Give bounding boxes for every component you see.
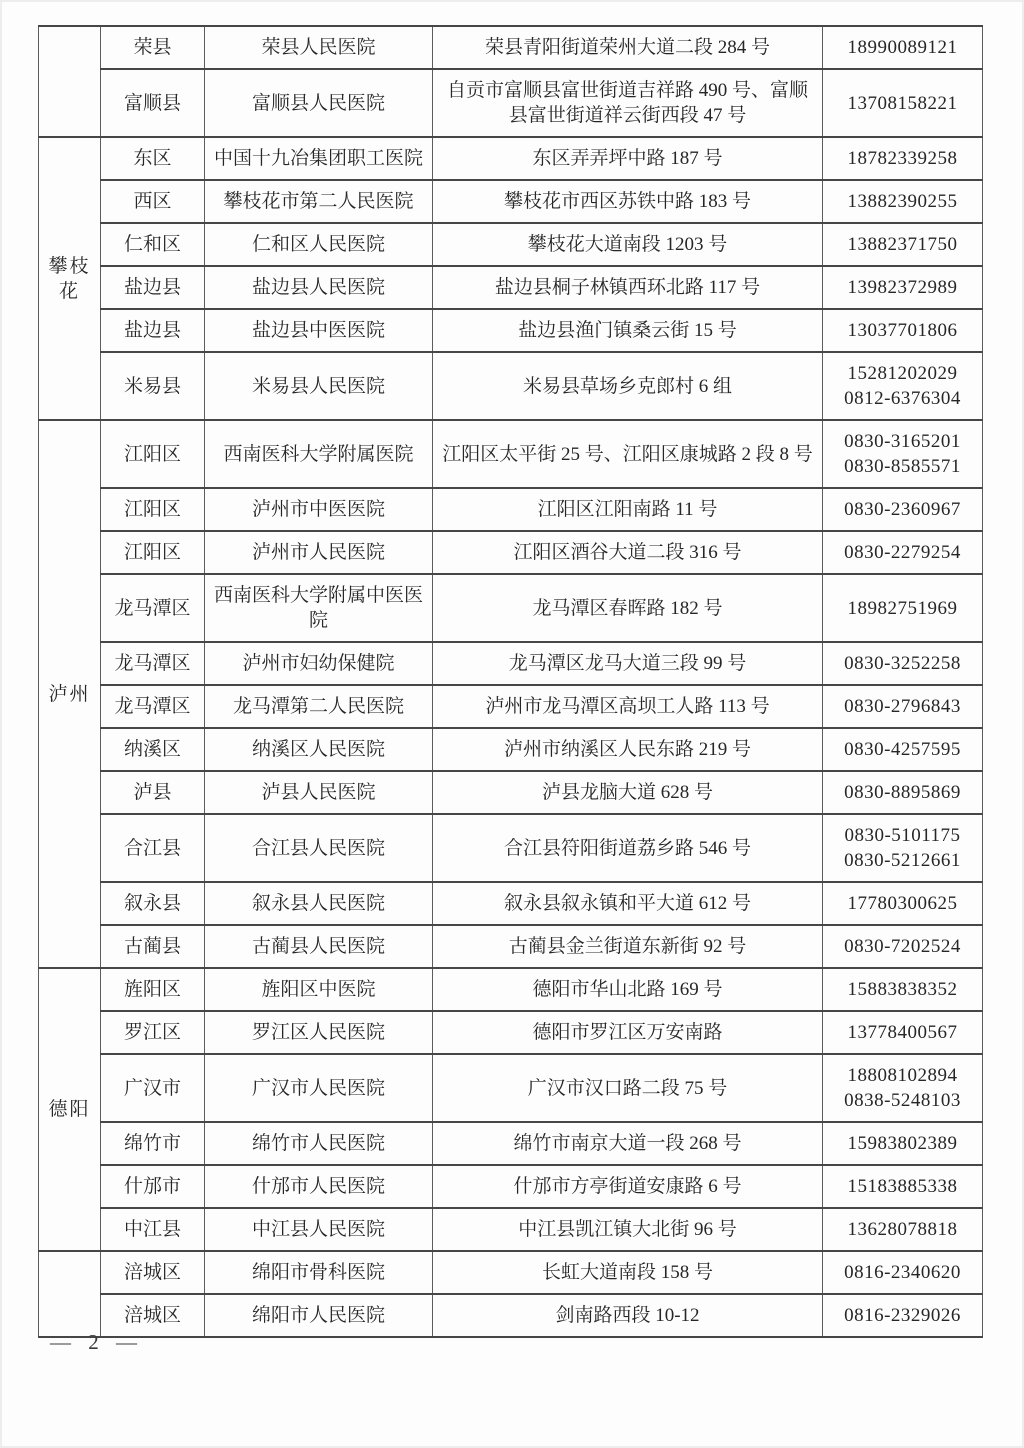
phone-number: 13982372989 — [847, 277, 958, 298]
phone-cell — [823, 925, 983, 968]
phone-cell — [823, 1251, 983, 1294]
hospital-cell: 荣县人民医院 — [205, 26, 433, 69]
phone-number: 13708158221 — [847, 92, 958, 114]
hospital-cell: 绵阳市人民医院 — [205, 1294, 433, 1337]
district-cell: 江阳区 — [101, 420, 205, 488]
phone-cell — [823, 728, 983, 771]
district-cell: 广汉市 — [101, 1054, 205, 1122]
phone-cell — [823, 352, 983, 420]
phone-number: 0830-8585571 — [844, 456, 961, 477]
phone-cell — [823, 574, 983, 642]
phone-cell — [823, 814, 983, 882]
phone-number: 18982751969 — [847, 597, 958, 619]
district-cell: 旌阳区 — [101, 968, 205, 1011]
district-cell: 江阳区 — [101, 531, 205, 574]
district-cell: 龙马潭区 — [101, 685, 205, 728]
phone-number: 15183885338 — [847, 1176, 958, 1197]
table-row — [39, 1294, 983, 1337]
hospital-cell: 绵竹市人民医院 — [205, 1122, 433, 1165]
hospital-cell: 罗江区人民医院 — [205, 1011, 433, 1054]
hospital-cell: 中国十九冶集团职工医院 — [205, 137, 433, 180]
address-cell: 古蔺县金兰街道东新街 92 号 — [433, 925, 823, 968]
phone-number: 13628078818 — [847, 1219, 958, 1240]
hospital-cell: 纳溪区人民医院 — [205, 728, 433, 771]
hospital-cell: 什邡市人民医院 — [205, 1165, 433, 1208]
district-cell: 合江县 — [101, 814, 205, 882]
table-row — [39, 223, 983, 266]
phone-cell — [823, 69, 983, 137]
address-cell: 盐边县桐子林镇西环北路 117 号 — [433, 266, 823, 309]
city-cell: 德阳 — [39, 968, 101, 1251]
hospital-cell: 泸县人民医院 — [205, 771, 433, 814]
table-row — [39, 309, 983, 352]
phone-cell — [823, 1294, 983, 1337]
phone-cell — [823, 1054, 983, 1122]
hospital-cell: 仁和区人民医院 — [205, 223, 433, 266]
address-cell: 合江县符阳街道荔乡路 546 号 — [433, 814, 823, 882]
hospital-cell: 西南医科大学附属中医医院 — [205, 574, 433, 642]
district-cell: 泸县 — [101, 771, 205, 814]
address-cell: 龙马潭区龙马大道三段 99 号 — [433, 642, 823, 685]
phone-cell — [823, 309, 983, 352]
table-row — [39, 488, 983, 531]
city-cell — [39, 1251, 101, 1337]
district-cell: 纳溪区 — [101, 728, 205, 771]
hospital-cell: 中江县人民医院 — [205, 1208, 433, 1251]
phone-cell — [823, 180, 983, 223]
district-cell: 盐边县 — [101, 266, 205, 309]
hospital-cell: 西南医科大学附属医院 — [205, 420, 433, 488]
district-cell: 什邡市 — [101, 1165, 205, 1208]
table-row — [39, 1011, 983, 1054]
phone-number: 0816-2340620 — [844, 1262, 961, 1283]
address-cell: 泸州市龙马潭区高坝工人路 113 号 — [433, 685, 823, 728]
address-cell: 泸州市纳溪区人民东路 219 号 — [433, 728, 823, 771]
table-row — [39, 69, 983, 137]
district-cell: 罗江区 — [101, 1011, 205, 1054]
phone-cell — [823, 968, 983, 1011]
address-cell: 米易县草场乡克郎村 6 组 — [433, 352, 823, 420]
table-row — [39, 1165, 983, 1208]
hospital-cell: 叙永县人民医院 — [205, 882, 433, 925]
hospital-cell: 绵阳市骨科医院 — [205, 1251, 433, 1294]
phone-cell — [823, 642, 983, 685]
address-cell: 攀枝花大道南段 1203 号 — [433, 223, 823, 266]
table-row — [39, 925, 983, 968]
hospital-cell: 盐边县中医医院 — [205, 309, 433, 352]
address-cell: 德阳市罗江区万安南路 — [433, 1011, 823, 1054]
hospital-cell: 攀枝花市第二人民医院 — [205, 180, 433, 223]
hospital-cell: 富顺县人民医院 — [205, 69, 433, 137]
table-row — [39, 26, 983, 69]
address-cell: 自贡市富顺县富世街道吉祥路 490 号、富顺县富世街道祥云街西段 47 号 — [433, 69, 823, 137]
address-cell: 长虹大道南段 158 号 — [433, 1251, 823, 1294]
address-cell: 江阳区江阳南路 11 号 — [433, 488, 823, 531]
phone-cell — [823, 1122, 983, 1165]
district-cell: 富顺县 — [101, 69, 205, 137]
district-cell: 绵竹市 — [101, 1122, 205, 1165]
phone-number: 18782339258 — [847, 148, 958, 169]
hospital-cell: 盐边县人民医院 — [205, 266, 433, 309]
hospital-cell: 合江县人民医院 — [205, 814, 433, 882]
address-cell: 广汉市汉口路二段 75 号 — [433, 1054, 823, 1122]
phone-number: 15883838352 — [847, 979, 958, 1000]
hospital-cell: 米易县人民医院 — [205, 352, 433, 420]
table-row — [39, 574, 983, 642]
phone-number: 18808102894 — [847, 1065, 958, 1086]
hospital-cell: 泸州市人民医院 — [205, 531, 433, 574]
phone-number: 13037701806 — [847, 320, 958, 341]
phone-number: 13882390255 — [847, 191, 958, 212]
hospital-cell: 泸州市中医医院 — [205, 488, 433, 531]
table-row — [39, 352, 983, 420]
phone-number: 0830-3252258 — [844, 653, 961, 674]
hospital-cell: 泸州市妇幼保健院 — [205, 642, 433, 685]
district-cell: 涪城区 — [101, 1294, 205, 1337]
city-cell: 攀枝花 — [39, 137, 101, 420]
phone-cell — [823, 26, 983, 69]
phone-cell — [823, 1011, 983, 1054]
table-row — [39, 882, 983, 925]
address-cell: 江阳区太平街 25 号、江阳区康城路 2 段 8 号 — [433, 420, 823, 488]
address-cell: 盐边县渔门镇桑云街 15 号 — [433, 309, 823, 352]
phone-cell — [823, 1208, 983, 1251]
address-cell: 德阳市华山北路 169 号 — [433, 968, 823, 1011]
address-cell: 荣县青阳街道荣州大道二段 284 号 — [433, 26, 823, 69]
phone-number: 0812-6376304 — [844, 388, 961, 409]
city-cell — [39, 26, 101, 137]
phone-number: 0830-8895869 — [844, 782, 961, 803]
table-row — [39, 1208, 983, 1251]
phone-cell — [823, 266, 983, 309]
district-cell: 江阳区 — [101, 488, 205, 531]
table-row — [39, 814, 983, 882]
address-cell: 江阳区酒谷大道二段 316 号 — [433, 531, 823, 574]
district-cell: 盐边县 — [101, 309, 205, 352]
table-row — [39, 1251, 983, 1294]
phone-number: 0830-7202524 — [844, 936, 961, 957]
address-cell: 什邡市方亭街道安康路 6 号 — [433, 1165, 823, 1208]
phone-cell — [823, 420, 983, 488]
address-cell: 中江县凯江镇大北街 96 号 — [433, 1208, 823, 1251]
district-cell: 仁和区 — [101, 223, 205, 266]
table-row — [39, 180, 983, 223]
phone-number: 0830-4257595 — [844, 739, 961, 760]
table-row — [39, 968, 983, 1011]
city-cell: 泸州 — [39, 420, 101, 968]
phone-number: 0830-3165201 — [844, 431, 961, 452]
district-cell: 龙马潭区 — [101, 574, 205, 642]
phone-number: 0816-2329026 — [844, 1305, 961, 1326]
address-cell: 剑南路西段 10-12 — [433, 1294, 823, 1337]
phone-number: 13778400567 — [847, 1022, 958, 1043]
table-row — [39, 1122, 983, 1165]
hospital-cell: 古蔺县人民医院 — [205, 925, 433, 968]
phone-cell — [823, 223, 983, 266]
phone-cell — [823, 771, 983, 814]
district-cell: 古蔺县 — [101, 925, 205, 968]
table-row — [39, 771, 983, 814]
table-row — [39, 728, 983, 771]
phone-number: 0830-2796843 — [844, 696, 961, 717]
address-cell: 泸县龙脑大道 628 号 — [433, 771, 823, 814]
district-cell: 中江县 — [101, 1208, 205, 1251]
table-row — [39, 531, 983, 574]
table-row — [39, 420, 983, 488]
district-cell: 西区 — [101, 180, 205, 223]
address-cell: 东区弄弄坪中路 187 号 — [433, 137, 823, 180]
phone-number: 18990089121 — [847, 37, 958, 58]
phone-number: 0830-2360967 — [844, 499, 961, 520]
phone-cell — [823, 685, 983, 728]
address-cell: 龙马潭区春晖路 182 号 — [433, 574, 823, 642]
phone-number: 13882371750 — [847, 234, 958, 255]
phone-number: 0838-5248103 — [844, 1090, 961, 1111]
phone-number: 0830-5212661 — [844, 850, 961, 871]
table-row — [39, 685, 983, 728]
phone-number: 15983802389 — [847, 1133, 958, 1154]
page-number: — 2 — — [50, 1330, 143, 1354]
phone-cell — [823, 1165, 983, 1208]
table-row — [39, 642, 983, 685]
phone-cell — [823, 137, 983, 180]
phone-cell — [823, 531, 983, 574]
table-row — [39, 137, 983, 180]
address-cell: 攀枝花市西区苏铁中路 183 号 — [433, 180, 823, 223]
hospital-cell: 广汉市人民医院 — [205, 1054, 433, 1122]
district-cell: 叙永县 — [101, 882, 205, 925]
district-cell: 荣县 — [101, 26, 205, 69]
district-cell: 龙马潭区 — [101, 642, 205, 685]
table-row — [39, 1054, 983, 1122]
phone-number: 17780300625 — [847, 893, 958, 914]
phone-number: 15281202029 — [847, 363, 958, 384]
hospital-table — [38, 25, 983, 1338]
table-row — [39, 266, 983, 309]
phone-number: 0830-5101175 — [844, 825, 961, 846]
address-cell: 绵竹市南京大道一段 268 号 — [433, 1122, 823, 1165]
hospital-cell: 旌阳区中医院 — [205, 968, 433, 1011]
district-cell: 东区 — [101, 137, 205, 180]
district-cell: 米易县 — [101, 352, 205, 420]
district-cell: 涪城区 — [101, 1251, 205, 1294]
address-cell: 叙永县叙永镇和平大道 612 号 — [433, 882, 823, 925]
phone-cell — [823, 882, 983, 925]
hospital-cell: 龙马潭第二人民医院 — [205, 685, 433, 728]
phone-number: 0830-2279254 — [844, 542, 961, 563]
phone-cell — [823, 488, 983, 531]
